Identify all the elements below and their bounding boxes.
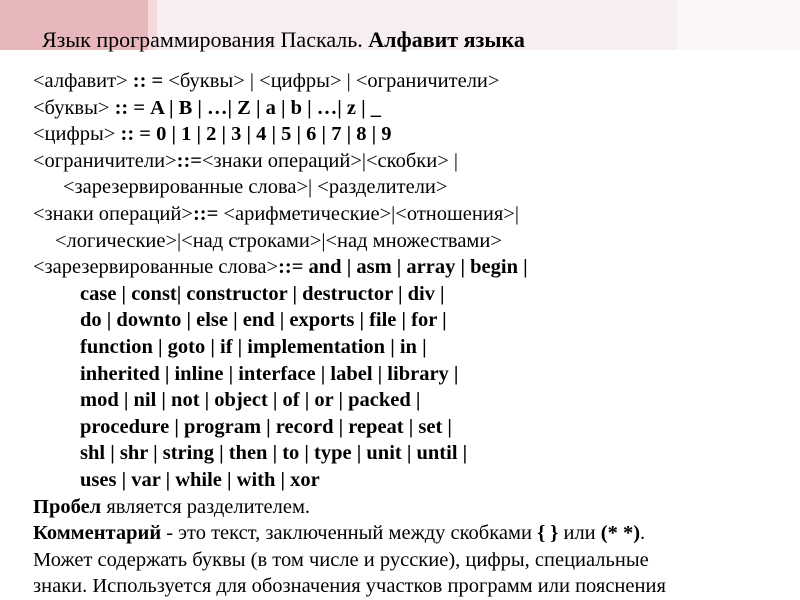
grammar-line-alphabet: <алфавит> :: = <буквы> | <цифры> | <ограничители> [33,70,500,92]
reserved-words-line: function | goto | if | implementation | in | [80,335,427,358]
grammar-line-letters: <буквы> :: = A | B | …| Z | a | b | …| z | _ [33,96,382,119]
reserved-words-line: case | const| constructor | destructor | div | [80,282,445,305]
header-decor-block-lightest [677,0,800,50]
grammar-line-reserved: <зарезервированные слова>::= and | asm | array | begin | [33,256,528,279]
reserved-words-line: do | downto | else | end | exports | file | for | [80,309,447,332]
slide-title [42,27,525,53]
comment-note-line3: знаки. Используется для обозначения участков программ или пояснения [33,575,666,598]
slide-title-bold: Алфавит языка [368,27,525,52]
slide-title-normal: Язык программирования Паскаль. [42,27,369,52]
slide-content [33,68,793,600]
grammar-line-digits: <цифры> :: = 0 | 1 | 2 | 3 | 4 | 5 | 6 | 7 | 8 | 9 [33,123,392,146]
reserved-words-line: shl | shr | string | then | to | type | unit | until | [80,442,468,465]
reserved-words-line: mod | nil | not | object | of | or | packed | [80,389,421,412]
grammar-line-delimiters-cont: <зарезервированные слова>| <разделители> [63,176,448,199]
space-note: Пробел является разделителем. [33,495,311,518]
comment-note: Комментарий - это текст, заключенный между скобками { } или (* *). [33,522,646,545]
reserved-words-line: inherited | inline | interface | label | library | [80,362,459,385]
reserved-words-line: uses | var | while | with | xor [80,468,320,491]
comment-note-line2: Может содержать буквы (в том числе и русские), цифры, специальные [33,548,649,571]
grammar-line-operators: <знаки операций>::= <арифметические>|<отношения>| [33,202,519,225]
reserved-words-line: procedure | program | record | repeat | set | [80,415,452,438]
grammar-line-delimiters: <ограничители>::=<знаки операций>|<скобки> | [33,149,458,172]
grammar-line-operators-cont: <логические>|<над строками>|<над множествами> [55,229,502,252]
